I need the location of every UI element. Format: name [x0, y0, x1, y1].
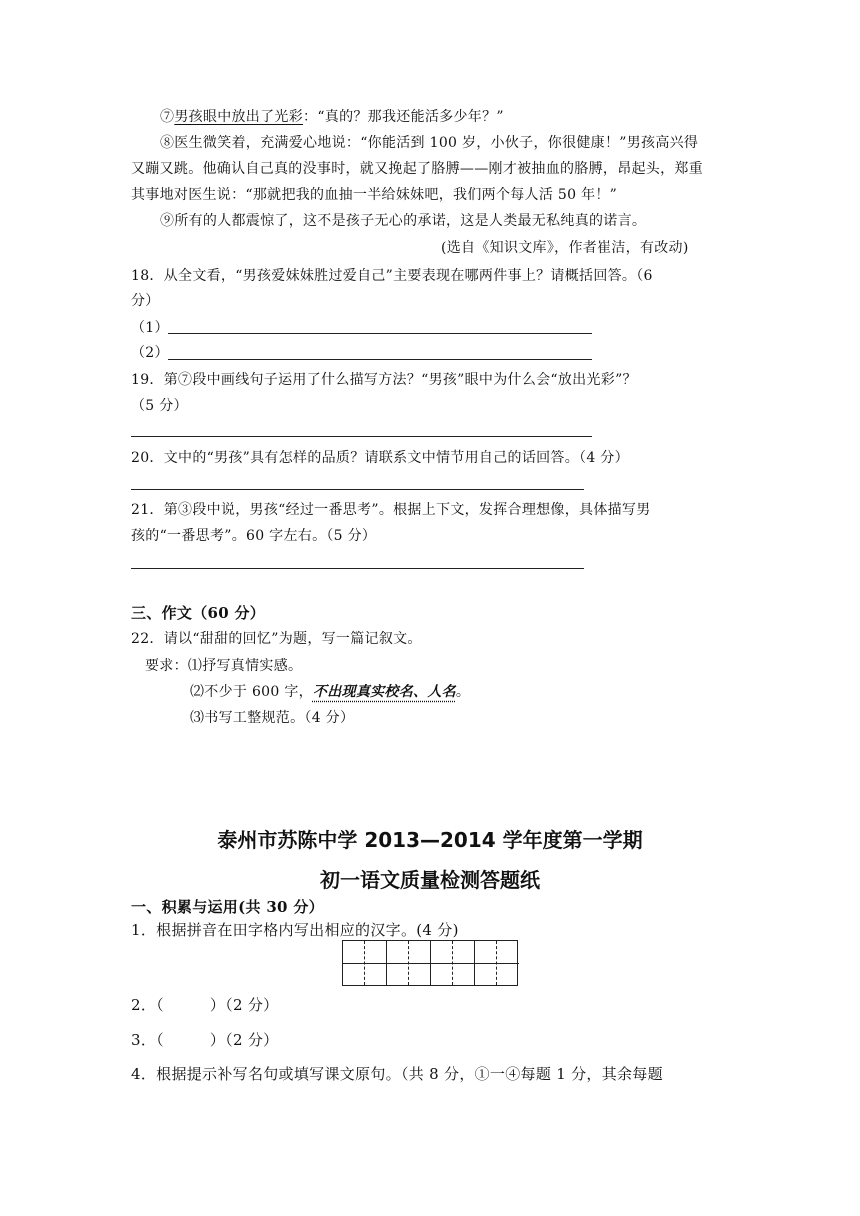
paragraph-7	[160, 107, 504, 127]
grid-cell[interactable]	[475, 941, 519, 985]
grid-cell[interactable]	[343, 941, 387, 985]
answer-sheet-title: 泰州市苏陈中学 2013—2014 学年度第一学期	[217, 828, 643, 852]
answer-line-18-1[interactable]	[168, 333, 592, 334]
composition-heading: 三、作文（60 分）	[131, 604, 266, 622]
answer-line-20[interactable]	[131, 489, 584, 490]
tianzige-grid[interactable]	[342, 940, 518, 986]
answer-4: 4．根据提示补写名句或填写课文原句。（共 8 分，①一④每题 1 分，其余每题	[131, 1065, 663, 1083]
answer-1: 1．根据拼音在田字格内写出相应的汉字。(4 分)	[131, 921, 459, 939]
question-20: 20．文中的“男孩”具有怎样的品质？请联系文中情节用自己的话回答。（4 分）	[131, 450, 629, 466]
source-citation: (选自《知识文库》，作者崔洁，有改动)	[441, 240, 689, 256]
paragraph-7-text: ：“真的？那我还能活多少年？”	[303, 109, 504, 125]
paragraph-8-line-1: ⑧医生微笑着，充满爱心地说：“你能活到 100 岁，小伙子，你很健康！”男孩高兴得	[160, 135, 699, 151]
answer-line-21[interactable]	[131, 568, 584, 569]
question-22: 22．请以“甜甜的回忆”为题，写一篇记叙文。	[131, 631, 422, 647]
requirement-2-end: 。	[455, 684, 471, 700]
question-19: 19．第⑦段中画线句子运用了什么描写方法？“男孩”眼中为什么会“放出光彩”？	[131, 372, 637, 388]
emphasized-text: 不出现真实校名、人名	[312, 684, 456, 700]
answer-2: 2．（ ）（2 分）	[131, 996, 279, 1014]
answer-18-1-label: （1）	[131, 320, 169, 336]
answer-sheet-subtitle: 初一语文质量检测答题纸	[320, 868, 540, 892]
requirement-3: ⑶书写工整规范。（4 分）	[190, 710, 355, 726]
paragraph-7-number: ⑦	[160, 109, 175, 125]
paragraph-8-line-2: 又蹦又跳。他确认自己真的没事时，就又挽起了胳膊——刚才被抽血的胳膊，昂起头，郑重	[131, 161, 703, 177]
paragraph-9: ⑨所有的人都震惊了，这不是孩子无心的承诺，这是人类最无私纯真的诺言。	[160, 213, 647, 229]
underlined-sentence: 男孩眼中放出了光彩	[174, 109, 304, 125]
grid-cell[interactable]	[387, 941, 431, 985]
answer-line-19[interactable]	[131, 436, 592, 437]
question-18-cont: 分）	[131, 293, 160, 309]
question-21-cont: 孩的“一番思考”。60 字左右。（5 分）	[131, 528, 377, 544]
answer-line-18-2[interactable]	[168, 359, 592, 360]
question-19-cont: （5 分）	[131, 398, 188, 414]
requirement-2-text: ⑵不少于 600 字，	[190, 684, 313, 700]
grid-cell[interactable]	[431, 941, 475, 985]
section-1-heading: 一、积累与运用(共 30 分）	[131, 898, 324, 916]
question-18: 18．从全文看，“男孩爱妹妹胜过爱自己”主要表现在哪两件事上？请概括回答。（6	[131, 268, 653, 284]
answer-18-2-label: （2）	[131, 345, 169, 361]
paragraph-8-line-3: 其事地对医生说：“那就把我的血抽一半给妹妹吧，我们两个每人活 50 年！”	[131, 187, 618, 203]
answer-3: 3．（ ）（2 分）	[131, 1031, 279, 1049]
requirement-1: 要求：⑴抒写真情实感。	[145, 658, 303, 674]
question-21: 21．第③段中说，男孩“经过一番思考”。根据上下文，发挥合理想像，具体描写男	[131, 502, 651, 518]
requirement-2	[190, 682, 470, 702]
